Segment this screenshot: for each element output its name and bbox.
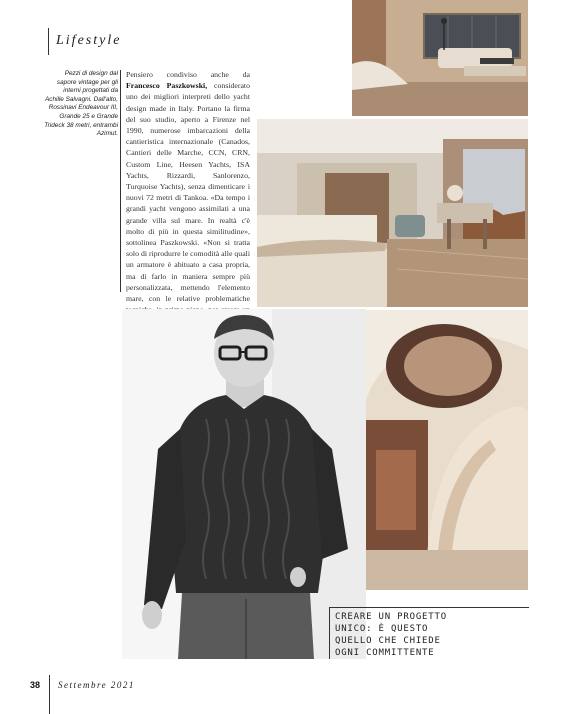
body-paragraph-1: considerato uno dei migliori interpreti dello yacht design made in Italy. Portano la firma del suo studio, aperto a Firenze nel 1990, numerose imbarcazioni della cantieristica internazionale (Canados, Cantieri delle Marche, CCN, CRN, Custom Line, Heesen Yachts, ISA Yachts, Rizzardi, Sanlorenzo, Turquoise Yachts), senza dimenticare i nuovi 72 metri di Tankoa. «Da tempo i grandi yacht vengono assimilati a una grande villa sul mare. In realtà c'è molto di più in questa similitudine», sottolinea Paszkowski. «Non si tratta solo di riprodurre le comodità alle quali un armatore è abituato a casa propria, ma di farlo in maniera sempre più personalizzata, mettendo l'elemento mare, con le relative problematiche bbox=[126, 81, 250, 304]
page-number: 38 bbox=[30, 680, 41, 690]
issue-date: Settembre 2021 bbox=[58, 680, 135, 690]
header-vertical-rule bbox=[48, 28, 49, 55]
caption-divider bbox=[120, 70, 121, 292]
photo-yacht-staircase bbox=[366, 310, 528, 590]
designer-name-paszkowski: Francesco Paszkowski, bbox=[126, 81, 208, 91]
body-lead: Pensiero condiviso anche da bbox=[126, 70, 250, 79]
pull-quote-line: CREARE UN PROGETTO bbox=[335, 612, 447, 622]
quote-rule-left bbox=[329, 607, 330, 659]
pull-quote bbox=[335, 611, 503, 659]
photo-yacht-cabin bbox=[257, 119, 528, 307]
footer-divider bbox=[49, 675, 50, 714]
pull-quote-line: OGNI COMMITTENTE bbox=[335, 648, 435, 658]
quote-rule-top bbox=[329, 607, 529, 608]
photo-caption: Pezzi di design dal sapore vintage per gli interni progettati da Achille Salvagni. Dall'alto, Rossinavi Endeavour III, Grande 25 e Grande Trideck 38 metri, entrambi Azimut. bbox=[44, 70, 118, 138]
photo-yacht-lounge bbox=[352, 0, 528, 116]
pull-quote-line: UNICO: È QUESTO bbox=[335, 624, 429, 634]
section-label: Lifestyle bbox=[56, 33, 122, 48]
pull-quote-line: QUELLO CHE CHIEDE bbox=[335, 636, 441, 646]
